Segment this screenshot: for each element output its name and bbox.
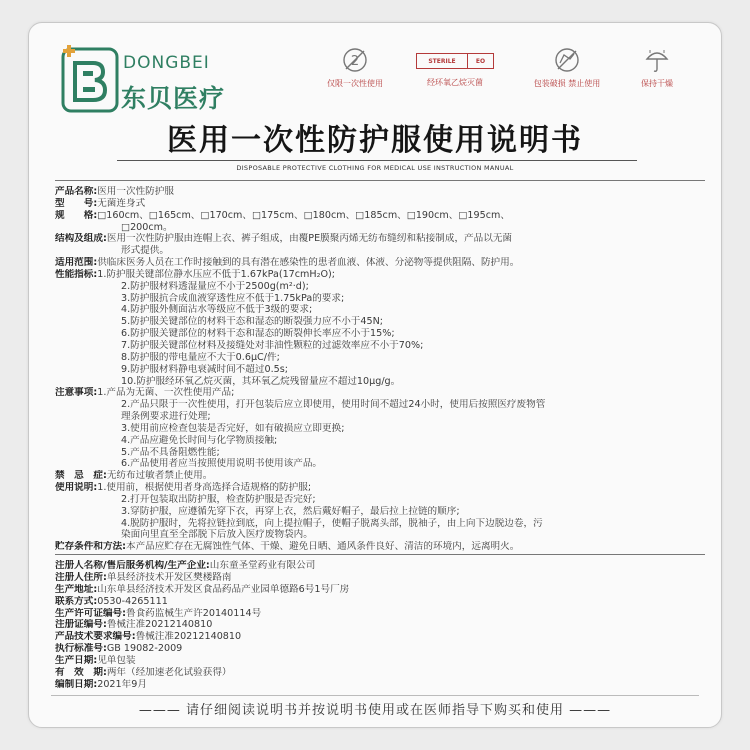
field-value: 0530-4265111 — [97, 595, 168, 607]
document-subtitle: DISPOSABLE PROTECTIVE CLOTHING FOR MEDICAL USE INSTRUCTION MANUAL — [236, 164, 514, 172]
instruction-line — [55, 447, 705, 459]
field-value: 医用一次性防护服 — [97, 186, 174, 197]
symbol-single-use — [311, 45, 399, 89]
instruction-line — [55, 198, 705, 210]
instruction-line — [55, 470, 705, 482]
company-info-line — [55, 608, 705, 620]
field-label: 产品技术要求编号: — [55, 631, 136, 643]
field-value: 8.防护服的带电量应不大于0.6μC/件; — [121, 351, 280, 363]
instruction-line — [55, 435, 705, 447]
field-value: □160cm、□165cm、□170cm、□175cm、□180cm、□185cm、□190cm、□195cm、 — [97, 209, 510, 221]
field-value: 6.防护服关键部位的材料干态和湿态的断裂伸长率应不小于15%; — [121, 328, 395, 340]
damaged-package-icon — [552, 45, 582, 75]
instruction-line — [55, 387, 705, 399]
field-value: 9.防护服材料静电衰减时间不超过0.5s; — [121, 363, 288, 375]
instruction-line — [55, 411, 705, 423]
field-label: 型 号: — [55, 197, 98, 209]
instruction-line — [55, 376, 705, 388]
field-label: 适用范围: — [55, 257, 98, 269]
field-label: 注意事项: — [55, 387, 98, 399]
single-use-icon — [340, 45, 370, 75]
field-value: 1.防护服关键部位静水压应不低于1.67kPa(17cmH₂O); — [97, 268, 335, 280]
section-divider — [55, 180, 705, 181]
field-value: 2.防护服材料透湿量应不小于2500g(m²·d); — [121, 280, 309, 292]
field-label: 规 格: — [55, 209, 98, 221]
field-value: GB 19082-2009 — [106, 643, 183, 655]
field-label: 生产日期: — [55, 654, 98, 666]
field-value: 3.使用前应检查包装是否完好，如有破损应立即更换; — [121, 422, 345, 434]
field-value: 鲁食药监械生产许20140114号 — [126, 607, 262, 619]
symbol-caption: 经环氧乙烷灭菌 — [427, 78, 483, 87]
field-value: 理条例要求进行处理; — [121, 411, 211, 423]
instruction-line — [55, 233, 705, 245]
field-value: 供临床医务人员在工作时接触到的具有潜在感染性的患者血液、体液、分泌物等提供阻隔、防护用。 — [97, 257, 520, 269]
footer-notice: ——— 请仔细阅读说明书并按说明书使用或在医师指导下购买和使用 ——— — [138, 703, 612, 718]
field-value: 无纺布过敏者禁止使用。 — [106, 470, 213, 482]
symbol-keep-dry — [627, 45, 687, 89]
field-value: 6.产品使用者应当按照使用说明书使用该产品。 — [121, 458, 323, 470]
field-value: 3.穿防护服，应遵循先穿下衣，再穿上衣，然后戴好帽子，最后拉上拉链的顺序; — [121, 505, 460, 517]
company-info-line — [55, 655, 705, 667]
field-value: 3.防护服抗合成血液穿透性应不低于1.75kPa的要求; — [121, 292, 345, 304]
company-info-line — [55, 572, 705, 584]
field-label: 禁 忌 症: — [55, 470, 107, 482]
instruction-line — [55, 458, 705, 470]
instruction-line — [55, 399, 705, 411]
symbol-caption: 保持干燥 — [641, 79, 673, 88]
brand-name-en: DONGBEI — [123, 53, 210, 73]
document-title: 医用一次性防护服使用说明书 — [167, 123, 583, 158]
footer-divider — [51, 695, 699, 696]
field-label: 产品名称: — [55, 186, 98, 197]
field-value: 形式提供。 — [121, 245, 169, 257]
field-value: 染面向里直至全部脱下后放入医疗废物袋内。 — [121, 529, 313, 541]
instruction-line — [55, 304, 705, 316]
field-label: 生产许可证编号: — [55, 607, 126, 619]
instruction-line — [55, 364, 705, 376]
field-label: 使用说明: — [55, 482, 98, 494]
field-label: 结构及组成: — [55, 233, 107, 245]
instruction-line — [55, 245, 705, 257]
field-value: 4.防护服外侧面沾水等级应不低于3级的要求; — [121, 304, 313, 316]
field-label: 贮存条件和方法: — [55, 541, 126, 553]
symbol-caption: 仅限一次性使用 — [327, 79, 383, 88]
instruction-line — [55, 541, 705, 553]
instruction-line — [55, 494, 705, 506]
field-value: 5.防护服关键部位的材料干态和湿态的断裂强力应不小于45N; — [121, 316, 384, 328]
field-value: 10.防护服经环氧乙烷灭菌，其环氧乙烷残留量应不超过10μg/g。 — [121, 375, 401, 387]
instruction-line — [55, 269, 705, 281]
dongbei-logo-icon — [61, 45, 119, 115]
instruction-line — [55, 482, 705, 494]
field-label: 执行标准号: — [55, 643, 107, 655]
field-label: 性能指标: — [55, 268, 98, 280]
field-label: 有 效 期: — [55, 666, 107, 678]
instruction-line — [55, 423, 705, 435]
instruction-line — [55, 293, 705, 305]
company-info-line — [55, 560, 705, 572]
field-value: 见单包装 — [97, 654, 136, 666]
svg-text:2: 2 — [350, 54, 360, 69]
instruction-line — [55, 352, 705, 364]
company-info-line — [55, 619, 705, 631]
field-value: 2.产品只限于一次性使用，打开包装后应立即使用，使用时间不超过24小时，使用后按照医疗废物管 — [121, 399, 546, 411]
field-label: 注册证编号: — [55, 619, 107, 631]
field-value: 4.产品应避免长时间与化学物质接触; — [121, 434, 278, 446]
field-value: 1.使用前，根据使用者身高选择合适规格的防护服; — [97, 482, 312, 494]
eo-label: EO — [475, 57, 486, 65]
field-value: □200cm。 — [121, 221, 173, 233]
field-value: 山东童圣堂药业有限公司 — [209, 560, 316, 572]
instruction-line — [55, 281, 705, 293]
field-label: 生产地址: — [55, 583, 98, 595]
symbol-sterile-eo — [407, 45, 503, 88]
instruction-line — [55, 257, 705, 269]
instruction-line — [55, 518, 705, 530]
field-value: 1.产品为无菌、一次性使用产品; — [97, 387, 235, 399]
sterile-label: STERILE — [417, 54, 468, 68]
company-info-line — [55, 631, 705, 643]
company-info-line — [55, 667, 705, 679]
instruction-line — [55, 529, 705, 541]
instruction-line — [55, 340, 705, 352]
instruction-body — [55, 179, 705, 690]
field-label: 编制日期: — [55, 678, 98, 690]
brand-logo — [61, 45, 291, 115]
title-divider — [117, 160, 637, 161]
company-info-line — [55, 679, 705, 691]
section-divider — [55, 554, 705, 555]
field-value: 本产品应贮存在无腐蚀性气体、干燥、避免日晒、通风条件良好、清洁的环境内，远离明火。 — [126, 541, 520, 553]
field-value: 两年（经加速老化试验获得） — [106, 666, 232, 678]
field-value: 鲁械注准20212140810 — [135, 631, 242, 643]
field-value: 鲁械注准20212140810 — [106, 619, 213, 631]
brand-name-cn: 东贝医疗 — [121, 84, 226, 113]
instruction-line — [55, 506, 705, 518]
field-value: 4.脱防护服时，先将拉链拉到底，向上提拉帽子，使帽子脱离头部，脱袖子，由上向下边脱边卷，污 — [121, 517, 543, 529]
field-label: 注册人名称/售后服务机构/生产企业: — [55, 560, 210, 572]
field-value: 无菌连身式 — [97, 197, 146, 209]
instruction-line — [55, 328, 705, 340]
symbol-damaged-package — [523, 45, 611, 89]
instruction-sheet — [28, 22, 722, 728]
field-value: 5.产品不具备阻燃性能; — [121, 446, 220, 458]
instruction-line — [55, 316, 705, 328]
field-value: 医用一次性防护服由连帽上衣、裤子组成，由覆PE膜聚丙烯无纺布缝纫和粘接制成，产品以无菌 — [106, 233, 513, 245]
field-label: 联系方式: — [55, 595, 98, 607]
sterile-eo-icon — [416, 53, 494, 69]
company-info-line — [55, 643, 705, 655]
field-value: 2021年9月 — [97, 678, 147, 690]
field-value: 2.打开包装取出防护服，检查防护服是否完好; — [121, 493, 316, 505]
company-info-line — [55, 584, 705, 596]
field-value: 单县经济技术开发区樊楼路南 — [106, 572, 232, 583]
instruction-line — [55, 186, 705, 198]
company-info-line — [55, 596, 705, 608]
field-value: 山东单县经济技术开发区食品药品产业园单德路6号1号厂房 — [97, 583, 350, 595]
keep-dry-icon — [642, 45, 672, 75]
instruction-line — [55, 222, 705, 234]
symbol-caption: 包装破损 禁止使用 — [533, 79, 601, 88]
field-label: 注册人住所: — [55, 572, 107, 583]
field-value: 7.防护服关键部位材料及接缝处对非油性颗粒的过滤效率应不小于70%; — [121, 339, 424, 351]
instruction-line — [55, 210, 705, 222]
